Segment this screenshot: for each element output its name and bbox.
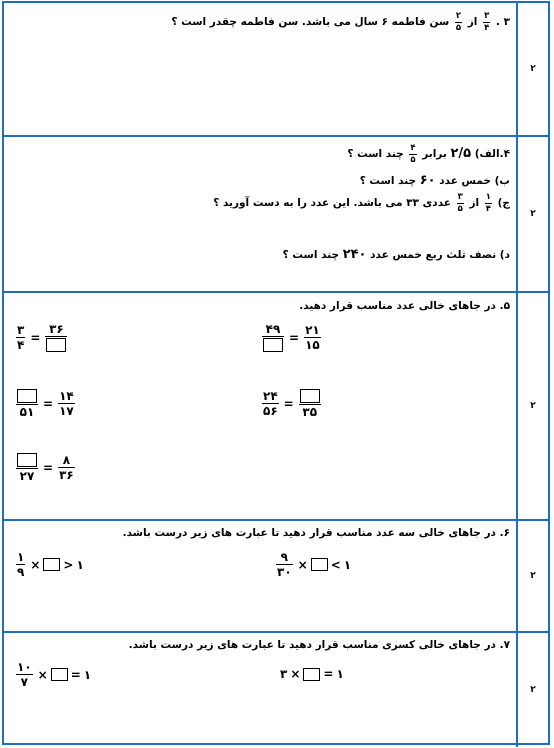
equation-5-3: ۵۱ = $\frac{۱۴}{۱۷}$: [14, 389, 77, 418]
score-cell: ۲: [516, 3, 548, 135]
fraction: $\frac{۲}{۵}$: [455, 11, 462, 33]
question-4-area: [4, 137, 516, 291]
question-3-text: ۳ . $\frac{۳}{۴}$ از $\frac{۲}{۵}$ سن فاطمه ۶ سال می باشد. سن فاطمه چقدر است ؟: [171, 11, 510, 33]
equation-5-1: $\frac{۳}{۴}$ = ۳۶: [14, 323, 69, 352]
question-5-area: [4, 293, 516, 519]
answer-box[interactable]: [263, 338, 283, 352]
worksheet: [2, 1, 550, 745]
question-5-title: ۵. در جاهای خالی عدد مناسب قرار دهید.: [299, 300, 510, 312]
score-cell: ۲: [516, 137, 548, 291]
question-3-area: [4, 3, 516, 135]
inequality-6-2: $\frac{۹}{۳۰}$ × < ۱: [277, 550, 352, 579]
fraction: $\frac{۴}{۵}$: [410, 143, 416, 165]
answer-box[interactable]: [51, 668, 68, 681]
score-cell: ۲: [516, 633, 548, 747]
question-4b-text: ب) خمس عدد ۶۰ چند است ؟: [359, 173, 510, 188]
score-cell: ۲: [516, 293, 548, 519]
answer-box[interactable]: [46, 338, 66, 352]
question-4c-text: ج) $\frac{۱}{۴}$ از $\frac{۳}{۵}$ عددی ۳۳ می باشد. این عدد را به دست آورید ؟: [213, 192, 510, 214]
question-4-row: [4, 137, 548, 293]
fraction: $\frac{۱}{۴}$: [485, 192, 491, 214]
question-4a-text: ۴.الف) ۲/۵ برابر $\frac{۴}{۵}$ چند است ؟: [347, 143, 510, 165]
fraction: $\frac{۸}{۳۶}$: [59, 453, 74, 482]
fraction: $\frac{۳}{۴}$: [484, 11, 490, 33]
fraction: $\frac{۳}{۵}$: [457, 192, 463, 214]
fraction: $\frac{۲۴}{۵۶}$: [263, 389, 278, 418]
fraction: $\frac{۲۱}{۱۵}$: [305, 323, 320, 352]
fraction: ۴۹: [262, 323, 284, 352]
fraction: $\frac{۱}{۹}$: [17, 550, 25, 579]
answer-box[interactable]: [303, 668, 320, 681]
fraction: $\frac{۱۴}{۱۷}$: [59, 389, 74, 418]
fraction: ۳۶: [45, 323, 67, 352]
equation-5-4: $\frac{۲۴}{۵۶}$ = ۳۵: [260, 389, 323, 418]
answer-box[interactable]: [17, 389, 37, 403]
fraction: ۲۷: [16, 453, 38, 482]
question-7-row: [4, 633, 548, 747]
question-7-title: ۷. در جاهای خالی کسری مناسب قرار دهید تا عبارت های زیر درست باشد.: [128, 639, 510, 651]
equation-7-2: ۳ × = ۱: [280, 667, 344, 681]
equation-5-2: ۴۹ = $\frac{۲۱}{۱۵}$: [260, 323, 323, 352]
question-5-row: [4, 293, 548, 521]
answer-box[interactable]: [311, 558, 328, 571]
answer-box[interactable]: [300, 389, 320, 403]
fraction: ۵۱: [16, 389, 38, 418]
inequality-6-1: $\frac{۱}{۹}$ × > ۱: [17, 550, 84, 579]
question-4d-text: د) نصف ثلث ربع خمس عدد ۲۴۰ چند است ؟: [282, 247, 510, 262]
question-7-area: [4, 633, 516, 747]
question-6-area: [4, 521, 516, 631]
question-3-row: [4, 3, 548, 137]
fraction: ۳۵: [299, 389, 321, 418]
answer-box[interactable]: [43, 558, 60, 571]
question-6-title: ۶. در جاهای خالی سه عدد مناسب قرار دهید تا عبارت های زیر درست باشد.: [122, 527, 510, 539]
score-cell: ۲: [516, 521, 548, 631]
answer-box[interactable]: [17, 453, 37, 467]
equation-5-5: ۲۷ = $\frac{۸}{۳۶}$: [14, 453, 77, 482]
fraction: $\frac{۳}{۴}$: [17, 323, 25, 352]
fraction: $\frac{۱۰}{۷}$: [17, 660, 32, 689]
fraction: $\frac{۹}{۳۰}$: [277, 550, 292, 579]
question-6-row: [4, 521, 548, 633]
equation-7-1: $\frac{۱۰}{۷}$ × = ۱: [17, 660, 92, 689]
